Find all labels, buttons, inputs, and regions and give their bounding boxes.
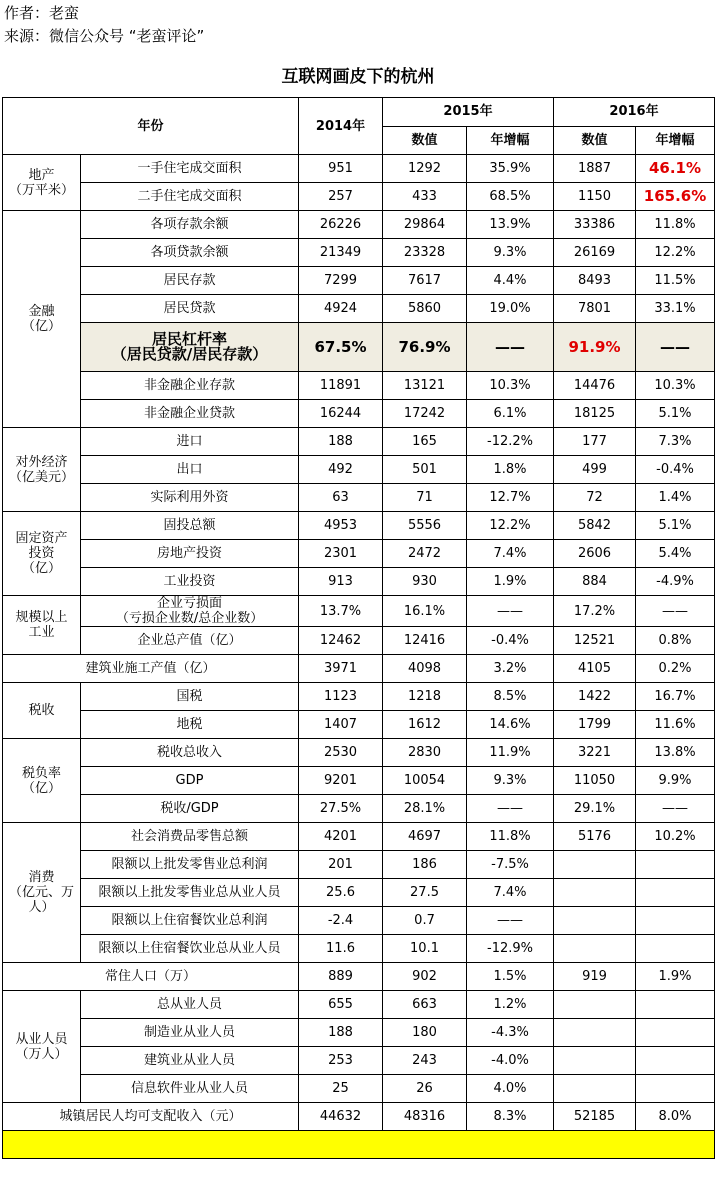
cell-v2015: 663 [383, 991, 467, 1019]
row-label: 制造业从业人员 [81, 1019, 299, 1047]
cell-g2015: -0.4% [467, 627, 554, 655]
table-row [3, 512, 715, 540]
row-label: 常住人口（万） [3, 963, 299, 991]
row-label: 非金融企业存款 [81, 372, 299, 400]
cell-g2015: 1.9% [467, 568, 554, 596]
table-row [3, 879, 715, 907]
cell-v2014: 3971 [299, 655, 383, 683]
header-2016-growth: 年增幅 [636, 126, 715, 155]
table-row [3, 991, 715, 1019]
row-label: 建筑业施工产值（亿） [3, 655, 299, 683]
cell-v2016: 1422 [554, 683, 636, 711]
cell-v2015: 26 [383, 1075, 467, 1103]
cell-v2016 [554, 851, 636, 879]
cell-v2014: 492 [299, 456, 383, 484]
cell-v2014: 13.7% [299, 596, 383, 627]
cell-g2015: —— [467, 596, 554, 627]
cell-v2016: 29.1% [554, 795, 636, 823]
row-label: 居民存款 [81, 267, 299, 295]
cell-v2015: 76.9% [383, 323, 467, 372]
cell-g2016: 10.3% [636, 372, 715, 400]
cell-g2015: 1.2% [467, 991, 554, 1019]
cell-v2014: 2301 [299, 540, 383, 568]
cell-v2015: 28.1% [383, 795, 467, 823]
cell-v2014: 188 [299, 428, 383, 456]
cell-v2015: 10.1 [383, 935, 467, 963]
cell-v2014: 16244 [299, 400, 383, 428]
cell-g2015: 1.5% [467, 963, 554, 991]
source-line: 来源：微信公众号 “老蛮评论” [4, 27, 205, 45]
row-label: 限额以上批发零售业总利润 [81, 851, 299, 879]
cell-v2015: 930 [383, 568, 467, 596]
cell-g2016: 0.8% [636, 627, 715, 655]
table-row [3, 400, 715, 428]
cell-v2014: 27.5% [299, 795, 383, 823]
cell-v2016: 12521 [554, 627, 636, 655]
cell-g2015: -4.3% [467, 1019, 554, 1047]
cell-g2016: 7.3% [636, 428, 715, 456]
cell-g2015: 19.0% [467, 295, 554, 323]
row-label: 限额以上批发零售业总从业人员 [81, 879, 299, 907]
table-row [3, 183, 715, 211]
cell-g2015: 14.6% [467, 711, 554, 739]
table-row [3, 823, 715, 851]
cell-v2014: 2530 [299, 739, 383, 767]
cell-v2014: -2.4 [299, 907, 383, 935]
cell-v2014: 913 [299, 568, 383, 596]
row-label: 居民贷款 [81, 295, 299, 323]
table-row [3, 596, 715, 627]
cell-v2015: 16.1% [383, 596, 467, 627]
cell-v2014: 889 [299, 963, 383, 991]
cell-g2016 [636, 879, 715, 907]
cell-g2015: 9.3% [467, 239, 554, 267]
table-row [3, 155, 715, 183]
cell-v2014: 1123 [299, 683, 383, 711]
table-row [3, 851, 715, 879]
cell-g2016 [636, 1019, 715, 1047]
cell-v2015: 4098 [383, 655, 467, 683]
cell-v2016: 91.9% [554, 323, 636, 372]
cell-v2016 [554, 991, 636, 1019]
cell-v2016: 18125 [554, 400, 636, 428]
cell-g2015: 6.1% [467, 400, 554, 428]
cell-v2016: 3221 [554, 739, 636, 767]
cell-g2016 [636, 1047, 715, 1075]
cell-g2015: 11.8% [467, 823, 554, 851]
cell-g2016: 9.9% [636, 767, 715, 795]
cell-v2014: 188 [299, 1019, 383, 1047]
cell-g2016: 11.8% [636, 211, 715, 239]
cell-v2015: 180 [383, 1019, 467, 1047]
yellow-highlight-bar [3, 1131, 715, 1159]
cell-v2014: 4201 [299, 823, 383, 851]
cell-g2015: -7.5% [467, 851, 554, 879]
group-label-realestate: 地产 （万平米） [3, 155, 81, 211]
cell-v2016 [554, 907, 636, 935]
cell-g2015: —— [467, 907, 554, 935]
cell-v2014: 1407 [299, 711, 383, 739]
table-row [3, 767, 715, 795]
row-label: 出口 [81, 456, 299, 484]
cell-g2016: —— [636, 795, 715, 823]
cell-v2014: 201 [299, 851, 383, 879]
row-label: 一手住宅成交面积 [81, 155, 299, 183]
cell-v2016: 884 [554, 568, 636, 596]
cell-g2016: 1.9% [636, 963, 715, 991]
cell-v2015: 5556 [383, 512, 467, 540]
cell-v2016 [554, 1047, 636, 1075]
row-label: 非金融企业贷款 [81, 400, 299, 428]
cell-v2014: 4924 [299, 295, 383, 323]
row-label: 工业投资 [81, 568, 299, 596]
cell-g2016: —— [636, 596, 715, 627]
cell-g2016: 165.6% [636, 183, 715, 211]
group-label-employment: 从业人员 （万人） [3, 991, 81, 1103]
row-label: 各项存款余额 [81, 211, 299, 239]
cell-g2016: 5.1% [636, 400, 715, 428]
row-label: 地税 [81, 711, 299, 739]
table-row [3, 239, 715, 267]
cell-v2016: 8493 [554, 267, 636, 295]
row-label: 限额以上住宿餐饮业总从业人员 [81, 935, 299, 963]
cell-v2015: 27.5 [383, 879, 467, 907]
header-2015: 2015年 [383, 98, 554, 127]
row-label: GDP [81, 767, 299, 795]
cell-v2016: 7801 [554, 295, 636, 323]
cell-g2015: 68.5% [467, 183, 554, 211]
cell-g2015: 35.9% [467, 155, 554, 183]
cell-v2016 [554, 1075, 636, 1103]
cell-v2015: 5860 [383, 295, 467, 323]
table-row [3, 295, 715, 323]
cell-v2014: 257 [299, 183, 383, 211]
group-label-fixed: 固定资产 投资 （亿） [3, 512, 81, 596]
cell-g2016 [636, 1075, 715, 1103]
row-label: 国税 [81, 683, 299, 711]
row-label: 居民杠杆率 （居民贷款/居民存款） [81, 323, 299, 372]
cell-g2015: 12.2% [467, 512, 554, 540]
cell-v2015: 17242 [383, 400, 467, 428]
cell-v2014: 63 [299, 484, 383, 512]
table-row [3, 711, 715, 739]
cell-v2016: 1799 [554, 711, 636, 739]
cell-g2016: -0.4% [636, 456, 715, 484]
row-label: 限额以上住宿餐饮业总利润 [81, 907, 299, 935]
cell-g2016: 0.2% [636, 655, 715, 683]
cell-g2016 [636, 907, 715, 935]
cell-v2015: 1612 [383, 711, 467, 739]
row-label: 进口 [81, 428, 299, 456]
row-label: 企业亏损面 （亏损企业数/总企业数） [81, 596, 299, 627]
header-2015-value: 数值 [383, 126, 467, 155]
cell-v2016 [554, 935, 636, 963]
cell-v2016: 52185 [554, 1103, 636, 1131]
header-2014: 2014年 [299, 98, 383, 155]
table-row [3, 907, 715, 935]
table-row [3, 795, 715, 823]
group-label-consumption: 消费 （亿元、万 人） [3, 823, 81, 963]
table-row [3, 1075, 715, 1103]
cell-v2014: 25.6 [299, 879, 383, 907]
cell-g2015: -12.2% [467, 428, 554, 456]
cell-g2015: 4.4% [467, 267, 554, 295]
table-row [3, 267, 715, 295]
cell-g2015: 7.4% [467, 540, 554, 568]
author-line: 作者：老蛮 [4, 4, 80, 22]
cell-g2015: —— [467, 323, 554, 372]
cell-v2015: 10054 [383, 767, 467, 795]
row-label: 固投总额 [81, 512, 299, 540]
cell-v2014: 44632 [299, 1103, 383, 1131]
statistics-table [2, 97, 715, 1159]
row-label: 总从业人员 [81, 991, 299, 1019]
cell-v2016: 919 [554, 963, 636, 991]
group-label-tax: 税收 [3, 683, 81, 739]
cell-v2016: 5176 [554, 823, 636, 851]
cell-g2015: 9.3% [467, 767, 554, 795]
cell-v2016 [554, 879, 636, 907]
group-label-finance: 金融 （亿） [3, 211, 81, 428]
cell-v2016: 2606 [554, 540, 636, 568]
cell-v2014: 26226 [299, 211, 383, 239]
cell-v2016: 1887 [554, 155, 636, 183]
cell-g2015: 4.0% [467, 1075, 554, 1103]
cell-g2016: 16.7% [636, 683, 715, 711]
year-header: 年份 [3, 98, 299, 155]
cell-v2015: 243 [383, 1047, 467, 1075]
cell-v2014: 11891 [299, 372, 383, 400]
row-label: 城镇居民人均可支配收入（元） [3, 1103, 299, 1131]
cell-v2016 [554, 1019, 636, 1047]
cell-v2014: 25 [299, 1075, 383, 1103]
cell-g2016: 12.2% [636, 239, 715, 267]
row-label: 建筑业从业人员 [81, 1047, 299, 1075]
row-label: 社会消费品零售总额 [81, 823, 299, 851]
cell-v2015: 165 [383, 428, 467, 456]
cell-v2015: 48316 [383, 1103, 467, 1131]
row-label: 信息软件业从业人员 [81, 1075, 299, 1103]
cell-g2015: 7.4% [467, 879, 554, 907]
cell-v2015: 1218 [383, 683, 467, 711]
cell-g2016: -4.9% [636, 568, 715, 596]
cell-v2014: 11.6 [299, 935, 383, 963]
cell-g2016 [636, 851, 715, 879]
cell-g2016: 8.0% [636, 1103, 715, 1131]
cell-v2015: 23328 [383, 239, 467, 267]
cell-g2015: 10.3% [467, 372, 554, 400]
header-2016: 2016年 [554, 98, 715, 127]
table-title: 互联网画皮下的杭州 [281, 67, 435, 87]
group-label-taxburden: 税负率 （亿） [3, 739, 81, 823]
cell-g2016: 11.5% [636, 267, 715, 295]
cell-g2015: 1.8% [467, 456, 554, 484]
cell-v2015: 902 [383, 963, 467, 991]
header-row-1 [3, 98, 715, 127]
cell-v2014: 951 [299, 155, 383, 183]
cell-v2016: 72 [554, 484, 636, 512]
cell-v2016: 33386 [554, 211, 636, 239]
cell-g2015: 3.2% [467, 655, 554, 683]
highlight-bar-row [3, 1131, 715, 1159]
cell-g2015: 12.7% [467, 484, 554, 512]
cell-v2016: 499 [554, 456, 636, 484]
cell-v2016: 177 [554, 428, 636, 456]
cell-v2015: 0.7 [383, 907, 467, 935]
cell-v2016: 4105 [554, 655, 636, 683]
cell-v2015: 501 [383, 456, 467, 484]
table-row [3, 456, 715, 484]
cell-v2014: 253 [299, 1047, 383, 1075]
cell-v2015: 29864 [383, 211, 467, 239]
table-row [3, 683, 715, 711]
cell-v2014: 9201 [299, 767, 383, 795]
table-row [3, 1047, 715, 1075]
cell-g2016: 11.6% [636, 711, 715, 739]
cell-v2016: 14476 [554, 372, 636, 400]
cell-g2015: —— [467, 795, 554, 823]
cell-g2016: 1.4% [636, 484, 715, 512]
cell-v2015: 1292 [383, 155, 467, 183]
cell-v2015: 13121 [383, 372, 467, 400]
row-label: 各项贷款余额 [81, 239, 299, 267]
cell-v2014: 7299 [299, 267, 383, 295]
cell-g2016: 46.1% [636, 155, 715, 183]
cell-g2016 [636, 935, 715, 963]
row-label: 房地产投资 [81, 540, 299, 568]
cell-g2016: 5.4% [636, 540, 715, 568]
header-2015-growth: 年增幅 [467, 126, 554, 155]
cell-g2015: 8.5% [467, 683, 554, 711]
table-row [3, 211, 715, 239]
table-row [3, 655, 715, 683]
row-label: 实际利用外资 [81, 484, 299, 512]
table-row [3, 963, 715, 991]
group-label-industry: 规模以上 工业 [3, 596, 81, 655]
cell-v2015: 4697 [383, 823, 467, 851]
cell-v2015: 2472 [383, 540, 467, 568]
table-row [3, 484, 715, 512]
cell-g2015: 8.3% [467, 1103, 554, 1131]
cell-g2016: 33.1% [636, 295, 715, 323]
cell-v2015: 2830 [383, 739, 467, 767]
cell-v2014: 67.5% [299, 323, 383, 372]
cell-g2016: 5.1% [636, 512, 715, 540]
cell-v2015: 186 [383, 851, 467, 879]
cell-g2016: —— [636, 323, 715, 372]
cell-v2014: 655 [299, 991, 383, 1019]
cell-g2016: 13.8% [636, 739, 715, 767]
cell-v2016: 17.2% [554, 596, 636, 627]
row-label: 二手住宅成交面积 [81, 183, 299, 211]
cell-v2014: 12462 [299, 627, 383, 655]
row-label: 税收/GDP [81, 795, 299, 823]
cell-v2016: 11050 [554, 767, 636, 795]
table-row [3, 428, 715, 456]
cell-v2016: 5842 [554, 512, 636, 540]
table-row [3, 935, 715, 963]
cell-g2016: 10.2% [636, 823, 715, 851]
table-row [3, 1103, 715, 1131]
cell-v2014: 21349 [299, 239, 383, 267]
cell-v2016: 1150 [554, 183, 636, 211]
cell-v2015: 12416 [383, 627, 467, 655]
cell-v2015: 433 [383, 183, 467, 211]
row-label: 税收总收入 [81, 739, 299, 767]
cell-g2015: 13.9% [467, 211, 554, 239]
table-row [3, 627, 715, 655]
table-row [3, 372, 715, 400]
cell-v2016: 26169 [554, 239, 636, 267]
cell-g2016 [636, 991, 715, 1019]
cell-g2015: -12.9% [467, 935, 554, 963]
cell-v2015: 7617 [383, 267, 467, 295]
cell-g2015: -4.0% [467, 1047, 554, 1075]
table-row [3, 540, 715, 568]
table-row [3, 323, 715, 372]
header-2016-value: 数值 [554, 126, 636, 155]
row-label: 企业总产值（亿） [81, 627, 299, 655]
cell-v2014: 4953 [299, 512, 383, 540]
table-row [3, 739, 715, 767]
cell-v2015: 71 [383, 484, 467, 512]
group-label-trade: 对外经济 （亿美元） [3, 428, 81, 512]
cell-g2015: 11.9% [467, 739, 554, 767]
table-row [3, 568, 715, 596]
table-row [3, 1019, 715, 1047]
